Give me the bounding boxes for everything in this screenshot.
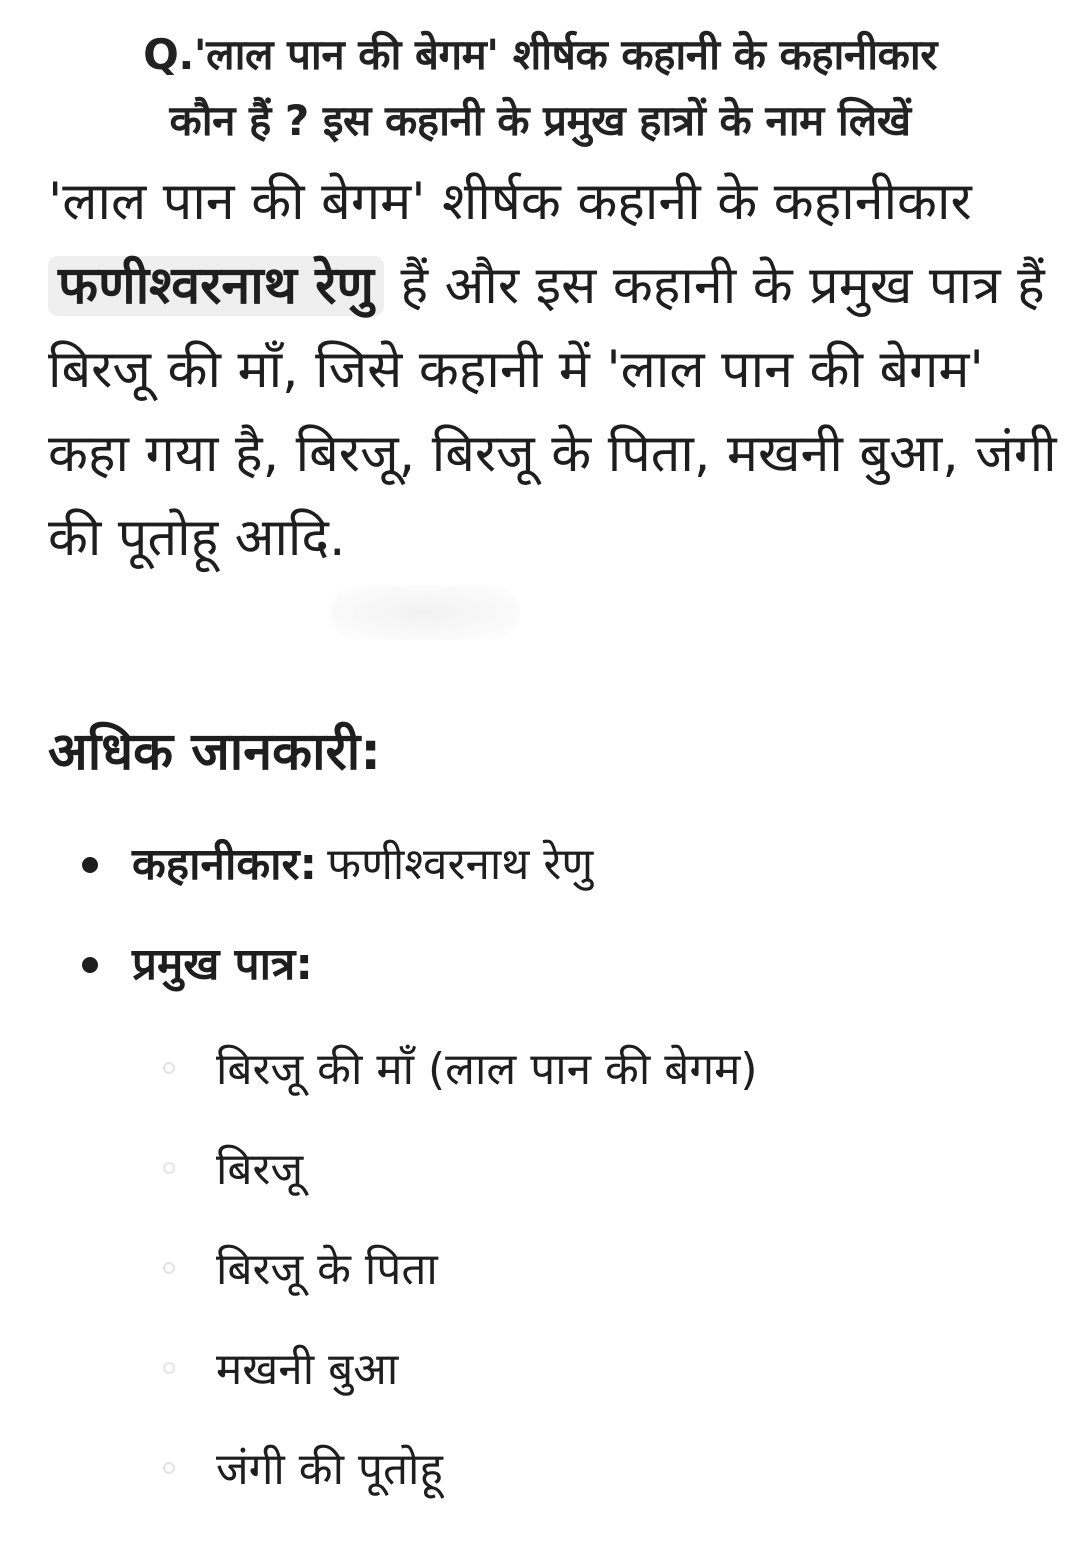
bullet-dot-icon — [82, 857, 98, 873]
question-line-2: कौन हैं ? इस कहानी के प्रमुख हात्रों के नाम लिखें — [169, 96, 911, 145]
character-name: बिरजू — [216, 1144, 304, 1195]
hollow-bullet-icon — [163, 1362, 175, 1374]
more-info-heading: अधिक जानकारी: — [48, 722, 382, 782]
bullet-dot-icon — [82, 957, 98, 973]
hollow-bullet-icon — [163, 1262, 175, 1274]
character-name: मखनी बुआ — [216, 1344, 399, 1395]
bullet-key: कहानीकार: — [132, 839, 318, 890]
bullet-value: फणीश्वरनाथ रेणु — [327, 839, 594, 890]
answer-paragraph — [48, 160, 1058, 580]
character-name: बिरजू के पिता — [216, 1244, 438, 1295]
list-item — [0, 1130, 1080, 1230]
info-bullet-author — [0, 825, 1080, 925]
hollow-bullet-icon — [163, 1162, 175, 1174]
question-line-1: Q.'लाल पान की बेगम' शीर्षक कहानी के कहानीकार — [143, 30, 937, 79]
faded-edit-mark — [330, 585, 520, 640]
characters-list — [0, 1030, 1080, 1530]
author-name-highlight: फणीश्वरनाथ रेणु — [48, 256, 384, 316]
info-bullet-characters — [0, 925, 1080, 1025]
bullet-key-wrap — [132, 825, 593, 905]
character-name: बिरजू की माँ (लाल पान की बेगम) — [216, 1044, 758, 1095]
bullet-key: प्रमुख पात्र: — [132, 939, 313, 990]
list-item — [0, 1030, 1080, 1130]
question-heading — [20, 22, 1060, 154]
info-bullet-list — [0, 825, 1080, 1025]
answer-text-part-2: हैं और इस कहानी के प्रमुख पात्र हैं बिरजू की माँ, जिसे कहानी में 'लाल पान की बेगम' कहा गया है, बिरजू, बिरजू के पिता, मखनी बुआ, जंगी की पूतोहू आदि. — [48, 256, 1057, 568]
hollow-bullet-icon — [163, 1462, 175, 1474]
character-name: जंगी की पूतोहू — [216, 1444, 443, 1495]
hollow-bullet-icon — [163, 1062, 175, 1074]
bullet-key-wrap — [132, 925, 313, 1005]
list-item — [0, 1430, 1080, 1530]
list-item — [0, 1330, 1080, 1430]
list-item — [0, 1230, 1080, 1330]
answer-text-part-1: 'लाल पान की बेगम' शीर्षक कहानी के कहानीकार — [48, 172, 972, 232]
